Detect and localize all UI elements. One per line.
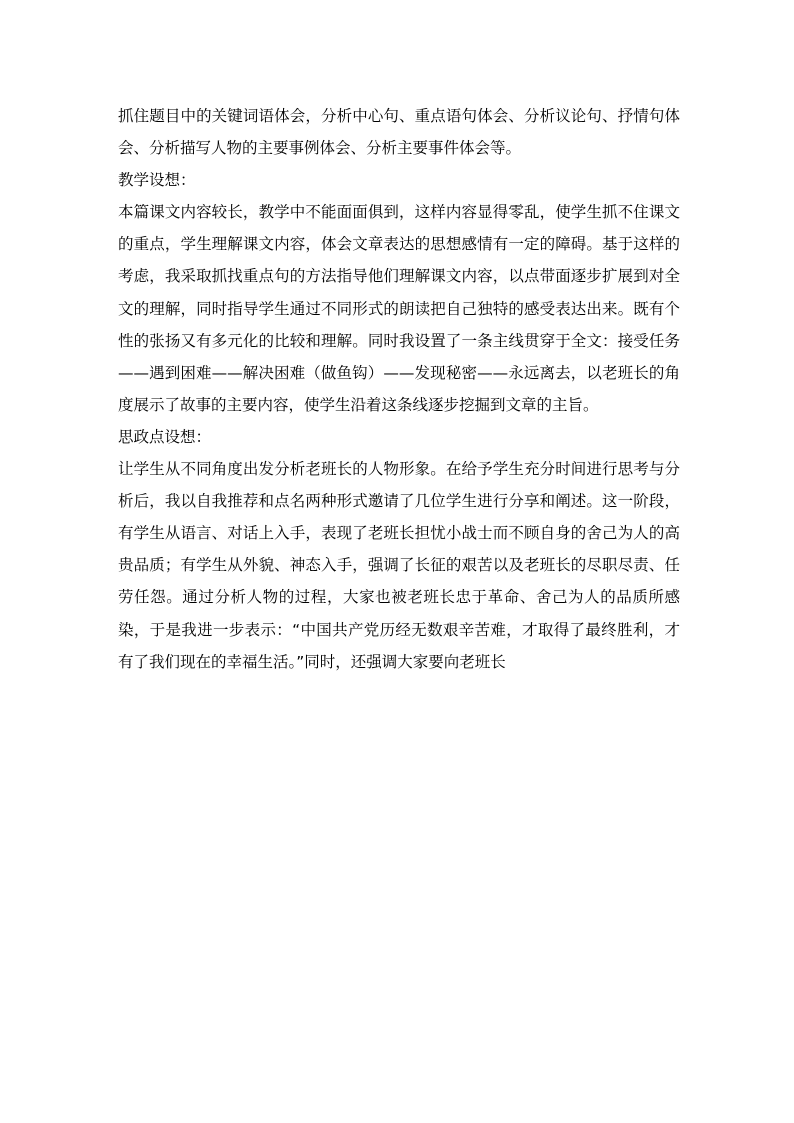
document-body	[118, 100, 680, 678]
paragraph-ideological-plan: 让学生从不同角度出发分析老班长的人物形象。在给予学生充分时间进行思考与分析后，我以自我推荐和点名两种形式邀请了几位学生进行分享和阐述。这一阶段，有学生从语言、对话上入手，表现了老班长担忧小战士而不顾自身的舍己为人的高贵品质；有学生从外貌、神态入手，强调了长征的艰苦以及老班长的尽职尽责、任劳任怨。通过分析人物的过程，大家也被老班长忠于革命、舍己为人的品质所感染，于是我进一步表示：“中国共产党历经无数艰辛苦难，才取得了最终胜利，才有了我们现在的幸福生活。”同时，还强调大家要向老班长	[118, 460, 680, 671]
heading-teaching-plan: 教学设想：	[118, 171, 196, 190]
paragraph-teaching-plan: 本篇课文内容较长，教学中不能面面俱到，这样内容显得零乱，使学生抓不住课文的重点，学生理解课文内容，体会文章表达的思想感情有一定的障碍。基于这样的考虑，我采取抓找重点句的方法指导他们理解课文内容，以点带面逐步扩展到对全文的理解，同时指导学生通过不同形式的朗读把自己独特的感受表达出来。既有个性的张扬又有多元化的比较和理解。同时我设置了一条主线贯穿于全文：接受任务——遇到困难——解决困难（做鱼钩）——发现秘密——永远离去，以老班长的角度展示了故事的主要内容，使学生沿着这条线逐步挖掘到文章的主旨。	[118, 203, 680, 414]
heading-ideological-plan: 思政点设想：	[118, 427, 212, 446]
paragraph-analysis-methods: 抓住题目中的关键词语体会，分析中心句、重点语句体会、分析议论句、抒情句体会、分析描写人物的主要事例体会、分析主要事件体会等。	[118, 107, 680, 158]
